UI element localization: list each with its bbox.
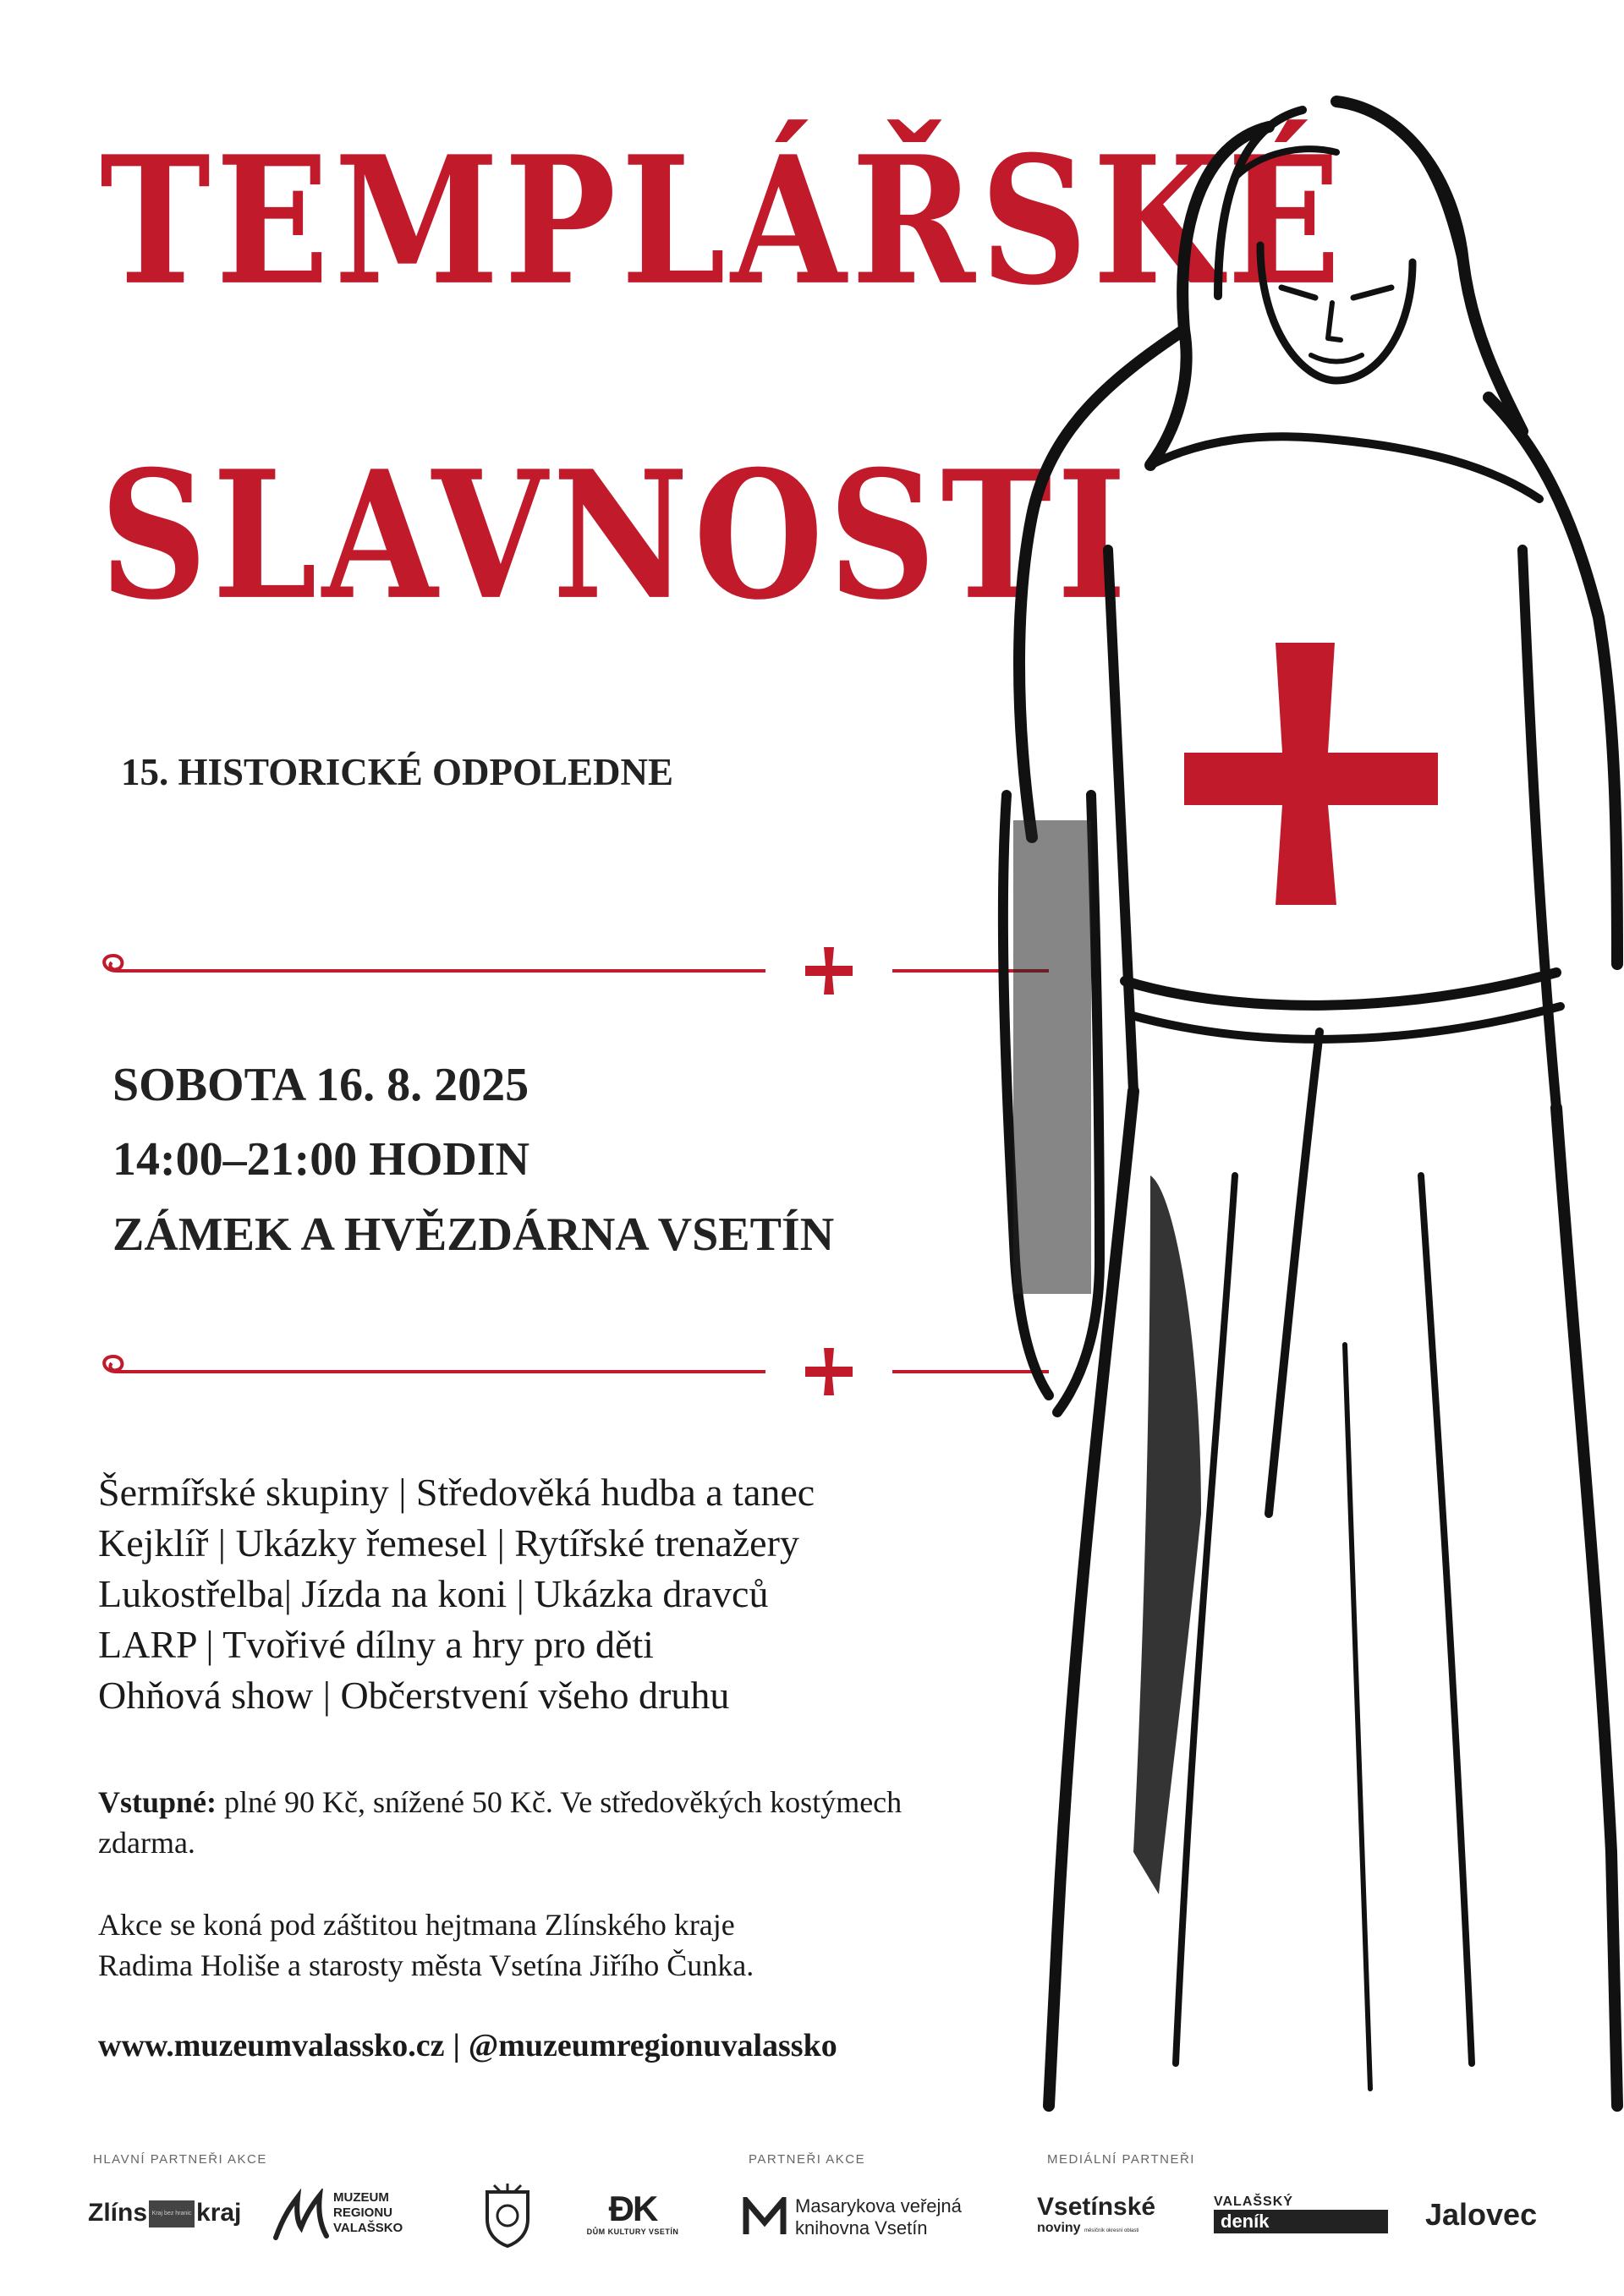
dk-mark: ĐK (608, 2189, 657, 2228)
program-line: LARP | Tvořivé dílny a hry pro děti (98, 1623, 654, 1666)
zlin-region-logo (88, 2199, 241, 2228)
templar-knight-illustration (981, 76, 1624, 2114)
ornament-divider (93, 1346, 1049, 1397)
title-line-2: SLAVNOSTI (100, 432, 1132, 639)
zlin-logo-box: Kraj bez hranic (149, 2200, 195, 2228)
event-time: 14:00–21:00 HODIN (112, 1133, 530, 1186)
dum-kultury-logo (582, 2190, 683, 2236)
vsetinske-text: Vsetínské (1037, 2193, 1156, 2221)
program-line: Ohňová show | Občerstvení všeho druhu (98, 1674, 730, 1717)
muzeum-mark-icon (272, 2189, 330, 2243)
knihovna-logo (743, 2194, 996, 2244)
website-link[interactable]: www.muzeumvalassko.cz (98, 2028, 445, 2063)
admission-info (98, 1782, 944, 1863)
knihovna-mark-icon (743, 2197, 787, 2236)
patronage-line: Radima Holiše a starosty města Vsetína Jiřího Čunka. (98, 1948, 754, 1982)
admission-text: plné 90 Kč, snížené 50 Kč. Ve středověkých kostýmech zdarma. (98, 1785, 903, 1860)
muzeum-logo-line: REGIONU (333, 2206, 393, 2220)
valassky-text: VALAŠSKÝ (1214, 2195, 1293, 2209)
admission-label: Vstupné: (98, 1785, 217, 1819)
program-line: Kejklíř | Ukázky řemesel | Rytířské trenažery (98, 1521, 799, 1564)
templar-cross-icon (1184, 643, 1438, 905)
noviny-text: noviny (1037, 2221, 1081, 2235)
dk-text: DŮM KULTURY VSETÍN (586, 2228, 679, 2236)
knihovna-logo-line: knihovna Vsetín (795, 2217, 928, 2238)
separator: | (453, 2028, 460, 2063)
program-line: Šermířské skupiny | Středověká hudba a tanec (98, 1471, 815, 1514)
zlin-logo-text-b: kraj (196, 2199, 242, 2227)
main-partners-label: HLAVNÍ PARTNEŘI AKCE (93, 2152, 267, 2167)
media-partners-label: MEDIÁLNÍ PARTNEŘI (1047, 2152, 1195, 2167)
muzeum-logo-line: MUZEUM (333, 2190, 389, 2205)
patronage-info (98, 1904, 944, 1986)
vsetin-coat-of-arms-icon (484, 2182, 531, 2248)
partners-label: PARTNEŘI AKCE (749, 2152, 866, 2167)
noviny-subtext: měsíčník okresní oblasti (1084, 2228, 1139, 2233)
valassky-denik-logo (1214, 2195, 1391, 2233)
web-links (98, 2027, 837, 2064)
zlin-logo-text-a: Zlíns (88, 2199, 148, 2227)
event-place: ZÁMEK A HVĚZDÁRNA VSETÍN (112, 1208, 835, 1261)
muzeum-logo-line: VALAŠSKO (333, 2221, 403, 2235)
denik-text: deník (1214, 2210, 1388, 2233)
social-handle[interactable]: @muzeumregionuvalassko (468, 2028, 837, 2063)
event-date: SOBOTA 16. 8. 2025 (112, 1059, 529, 1111)
jalovec-logo: Jalovec (1425, 2197, 1538, 2232)
vsetinske-noviny-logo (1037, 2194, 1172, 2236)
templar-cross-icon (805, 947, 853, 995)
muzeum-logo (272, 2189, 433, 2243)
program-list (98, 1467, 815, 1721)
ornament-divider (93, 945, 1049, 996)
templar-cross-icon (805, 1348, 853, 1395)
patronage-line: Akce se koná pod záštitou hejtmana Zlínského kraje (98, 1908, 735, 1942)
title-line-1: TEMPLÁŘSKÉ (100, 118, 1347, 325)
knihovna-logo-line: Masarykova veřejná (795, 2195, 962, 2217)
subtitle: 15. HISTORICKÉ ODPOLEDNE (121, 751, 674, 793)
program-line: Lukostřelba| Jízda na koni | Ukázka dravců (98, 1572, 769, 1615)
